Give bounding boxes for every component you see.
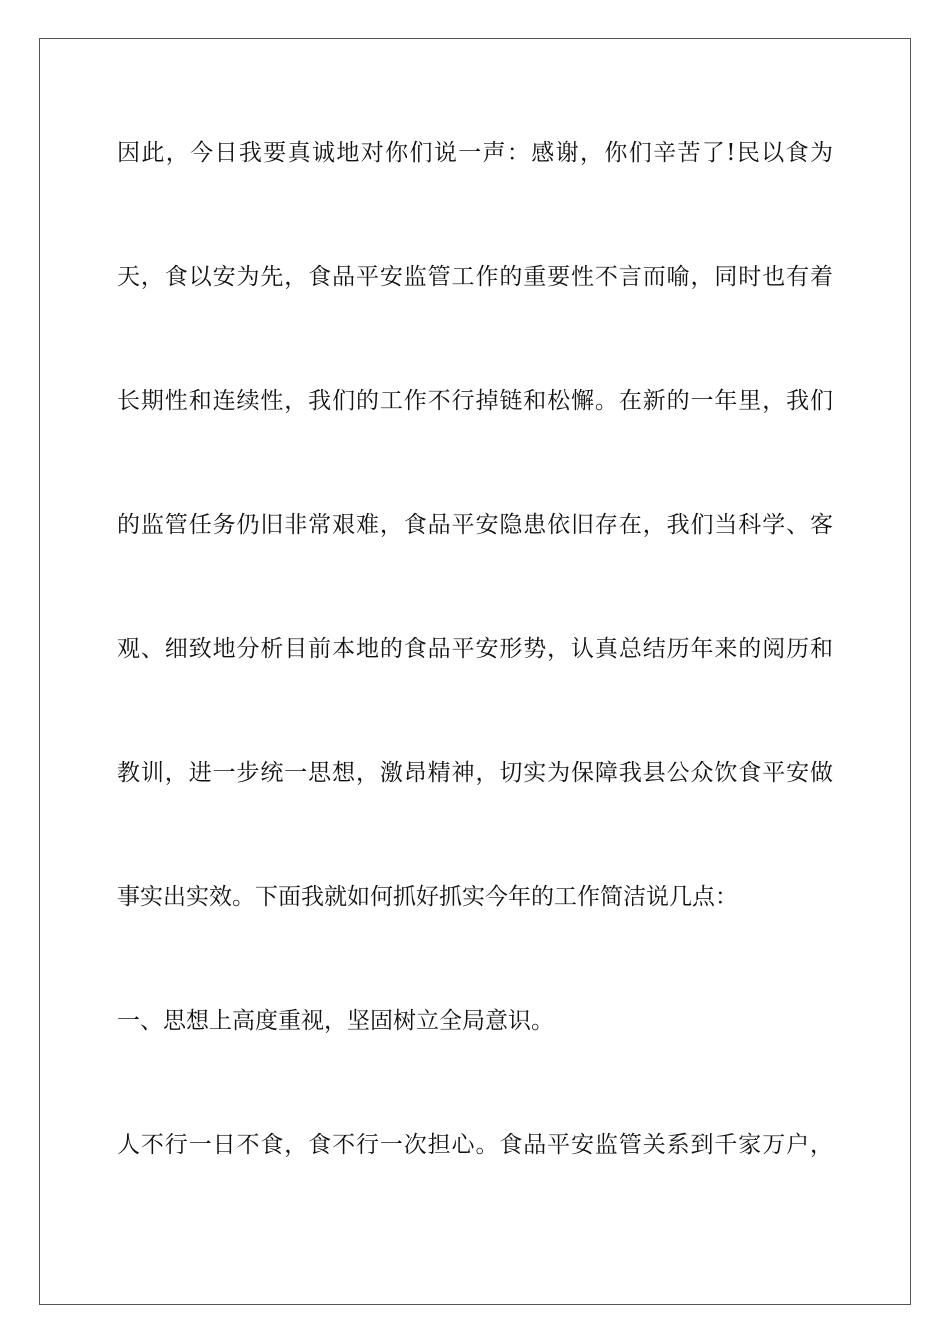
text-line-3: 长期性和连续性，我们的工作不行掉链和松懈。在新的一年里，我们 <box>117 388 833 414</box>
text-line-7: 事实出实效。下面我就如何抓好抓实今年的工作简洁说几点： <box>117 884 738 910</box>
text-line-4: 的监管任务仍旧非常艰难，食品平安隐患依旧存在，我们当科学、客 <box>117 512 833 538</box>
text-line-2: 天，食以安为先，食品平安监管工作的重要性不言而喻，同时也有着 <box>117 264 833 290</box>
text-line-6: 教训，进一步统一思想，激昂精神，切实为保障我县公众饮食平安做 <box>117 760 833 786</box>
text-line-5: 观、细致地分析目前本地的食品平安形势，认真总结历年来的阅历和 <box>117 636 833 662</box>
section-heading-1: 一、思想上高度重视，坚固树立全局意识。 <box>117 1008 554 1034</box>
page-frame <box>39 38 911 1305</box>
text-line-9: 人不行一日不食，食不行一次担心。食品平安监管关系到千家万户， <box>117 1132 833 1158</box>
text-line-1: 因此，今日我要真诚地对你们说一声：感谢，你们辛苦了!民以食为 <box>117 140 833 166</box>
